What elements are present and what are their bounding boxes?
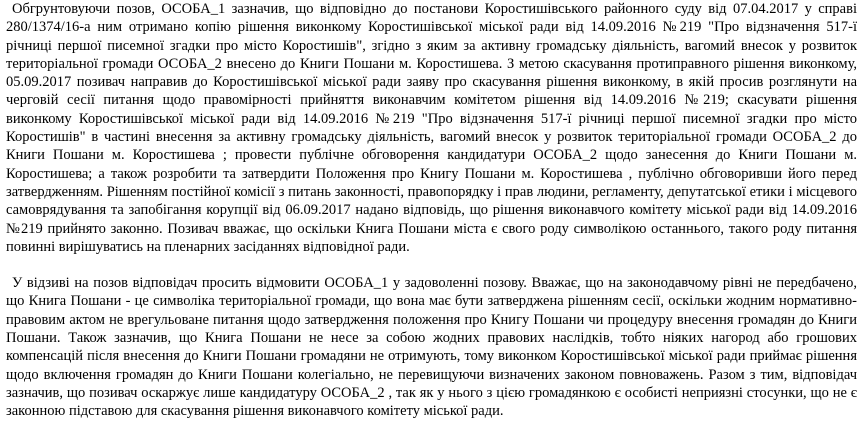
paragraph-claim-grounds: Обгрунтовуючи позов, ОСОБА_1 зазначив, що відповідно до постанови Коростишівського районного суду від 07.04.2017 у справі 280/1374/16-а ним отримано копію рішення виконкому Коростишівської міської ради від 14.09.2016 №219 "Про відзначення 517-ї річниці першої писемної згадки про місто Коростишів", згідно з яким за активну громадську діяльність, вагомий внесок у розвиток територіальної громади ОСОБА_2 внесено до Книги Пошани м. Коростишева. З метою скасування протиправного рішення виконкому, 05.09.2017 позивач направив до Коростишівської міської ради заяву про скасування рішення виконкому, в якій просив розглянути на черговій сесії питання щодо правомірності прийняття виконавчим комітетом рішення від 14.09.2016 №219; скасувати рішення виконкому Коростишівської міської ради від 14.09.2016 №219 "Про відзначення 517-ї річниці першої писемної згадки про місто Коростишів" в частині внесення за активну громадську діяльність, вагомий внесок у розвиток територіальної громади ОСОБА_2 до Книги Пошани м. Коростишева ; провести публічне обговорення кандидатури ОСОБА_2 щодо занесення до Книги Пошани м. Коростишева; а також розробити та затвердити Положення про Книгу Пошани м. Коростишева , публічно обговоривши його перед затвердженням. Рішенням постійної комісії з питань законності, правопорядку і прав людини, регламенту, депутатської етики і місцевого самоврядування та запобігання корупції від 06.09.2017 надано відповідь, що рішення виконавчого комітету міської ради від 14.09.2016 №219 прийнято законно. Позивач вважає, що оскільки Книга Пошани міста є свого роду символікою останнього, такого роду питання повинні вирішуватись на пленарних засіданнях відповідної ради.: [6, 1, 857, 255]
paragraph-defendant-response: У відзиві на позов відповідач просить відмовити ОСОБА_1 у задоволенні позову. Вважає, що на законодавчому рівні не передбачено, що Книга Пошани - це символіка територіальної громади, що вона має бути затверджена рішенням сесії, оскільки жодним нормативно-правовим актом не врегульоване питання щодо затвердження положення про Книгу Пошани чи процедуру внесення громадян до Книги Пошани. Також зазначив, що Книга Пошани не несе за собою жодних правових наслідків, тобто ніяких нагород або грошових компенсацій після внесення до Книги Пошани громадяни не отримують, тому виконком Коростишівської міської ради приймає рішення щодо включення громадян до Книги Пошани колегіально, не перевищуючи визначених законом повноважень. Разом з тим, відповідач зазначив, що позивач оскаржує лише кандидатуру ОСОБА_2 , так як у нього з цією громадянкою є особисті неприязні стосунки, що не є законною підставою для скасування рішення виконавчого комітету міської ради.: [6, 275, 857, 420]
